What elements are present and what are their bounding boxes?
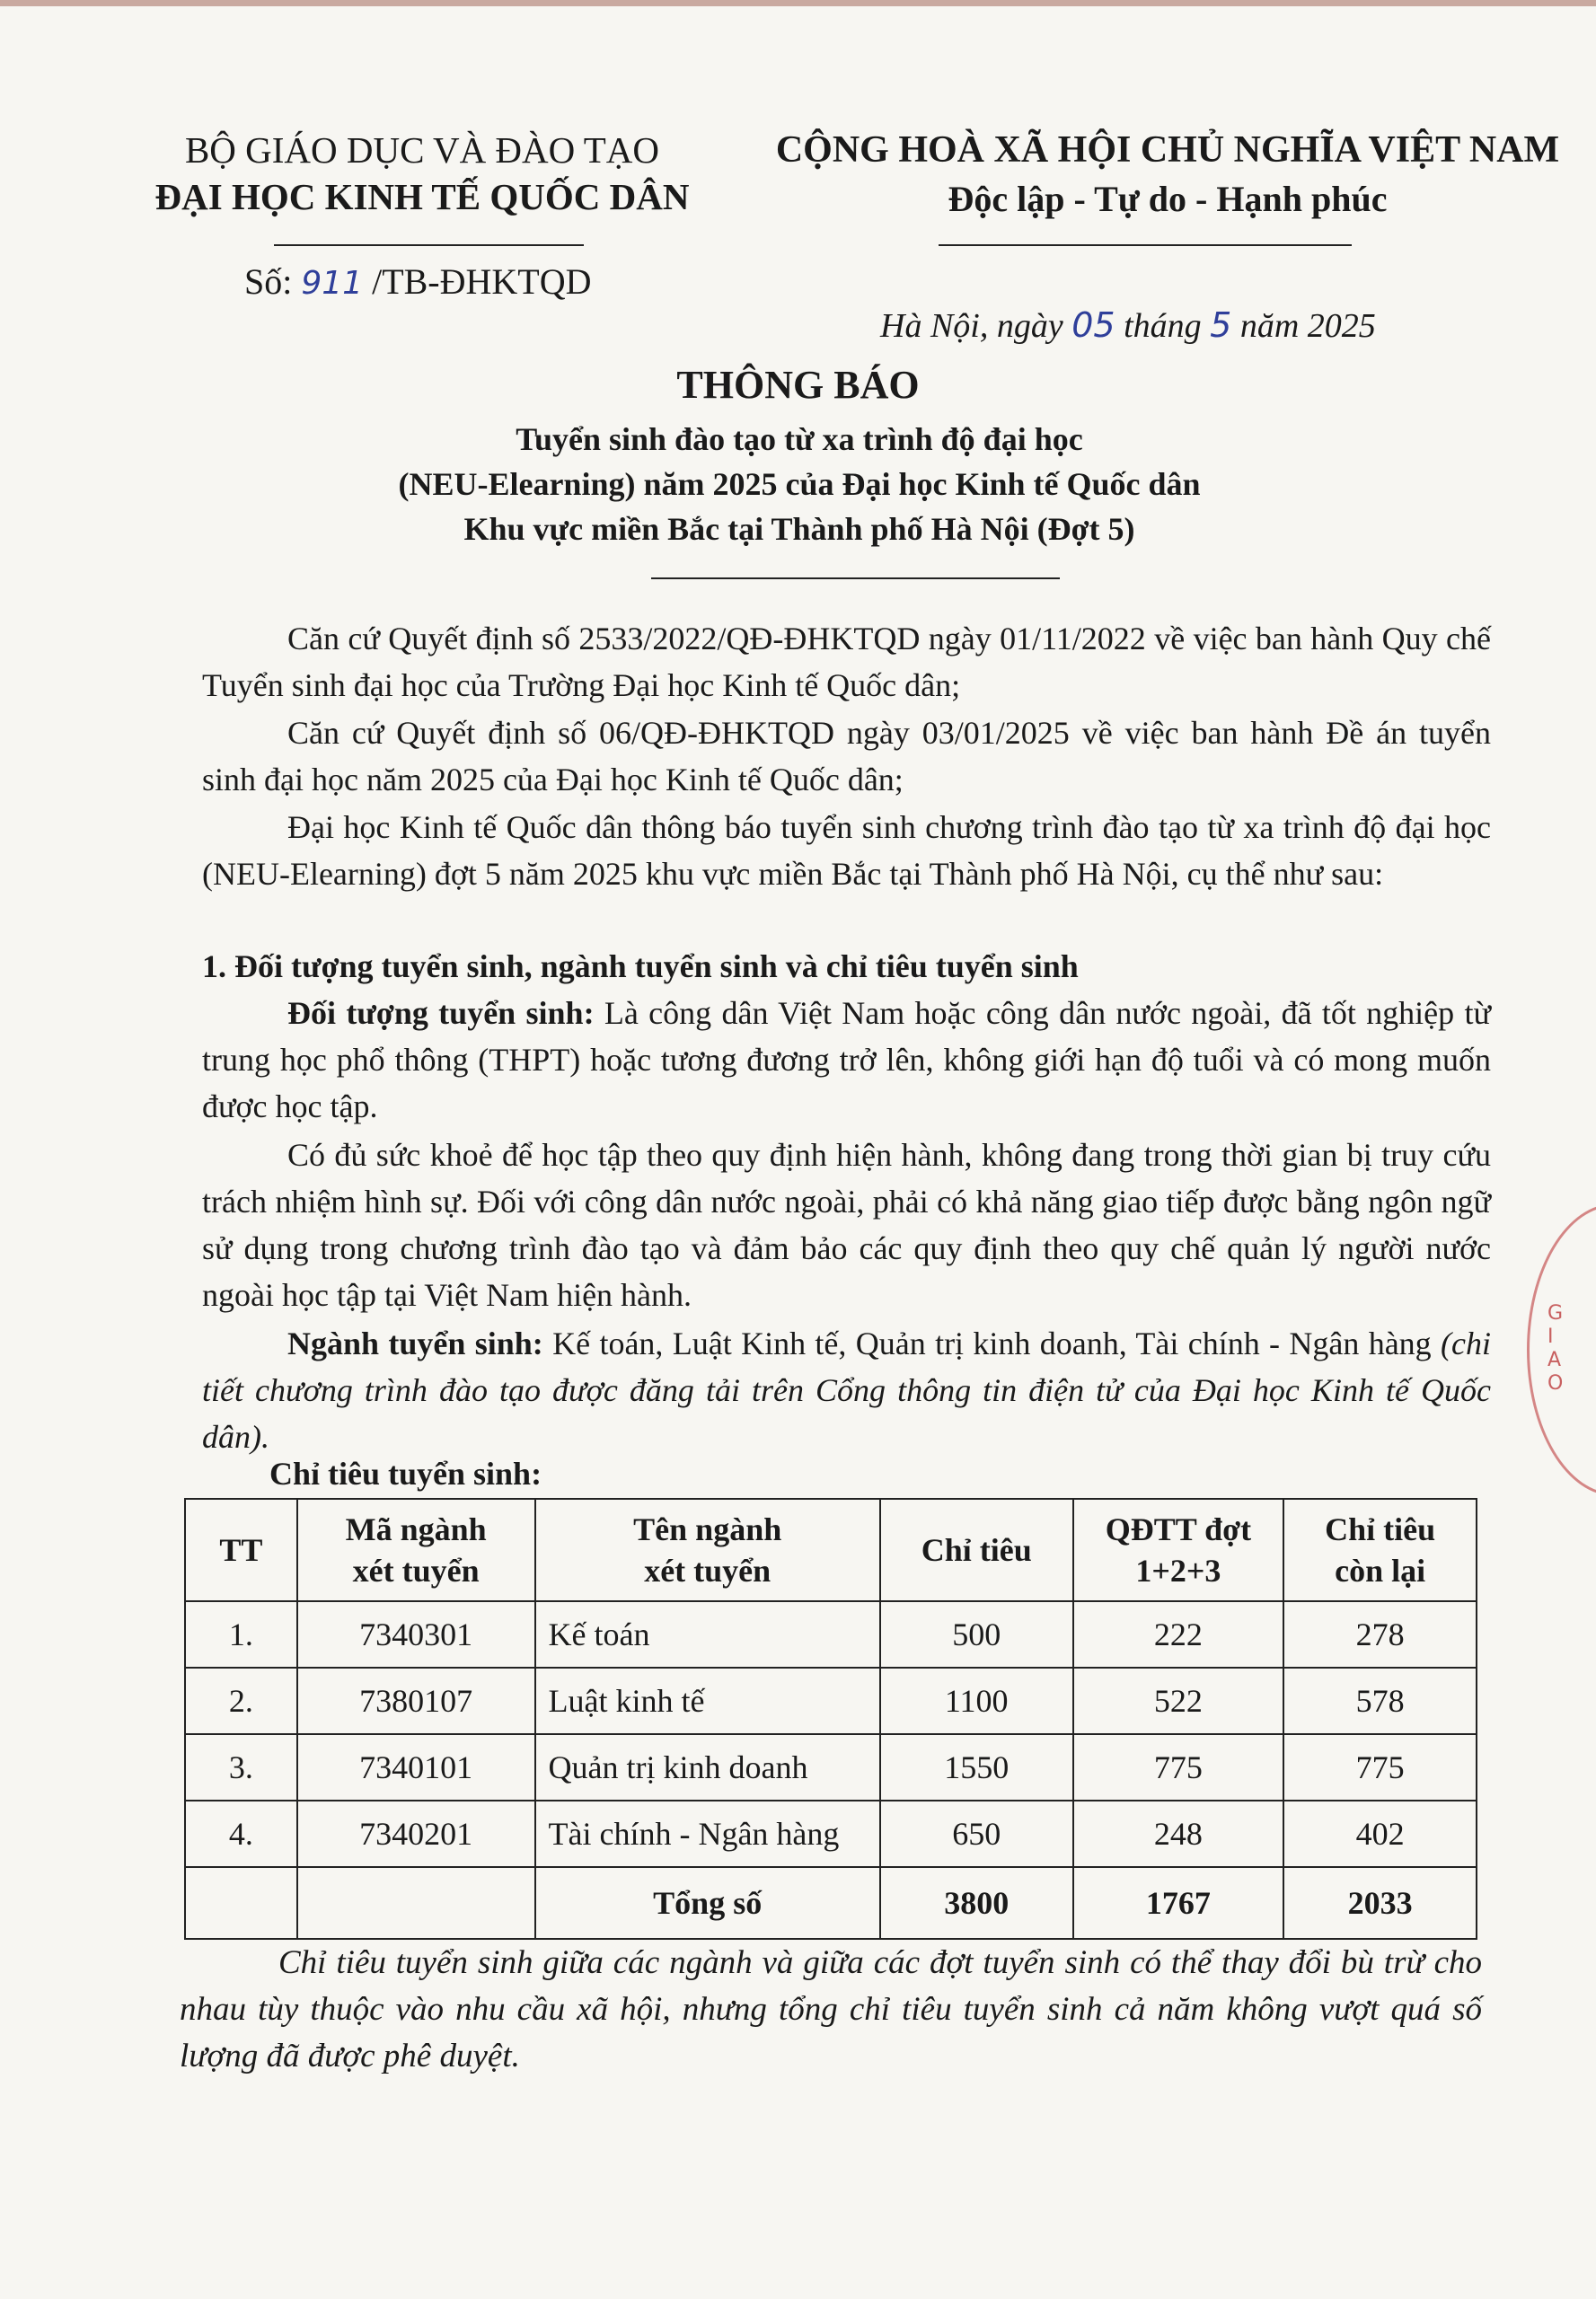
header-tt: TT <box>185 1499 297 1601</box>
doc-number-suffix: /TB-ĐHKTQD <box>372 261 592 302</box>
row-code: 7380107 <box>297 1668 535 1734</box>
header-quota: Chỉ tiêu <box>880 1499 1073 1601</box>
paragraph-majors <box>202 1320 1491 1460</box>
page-top-edge <box>0 0 1596 6</box>
paragraph-target-students <box>202 990 1491 1130</box>
row-remaining: 578 <box>1283 1668 1477 1734</box>
table-total-row <box>185 1867 1477 1939</box>
row-name: Kế toán <box>535 1601 880 1668</box>
date-month: 5 <box>1210 305 1232 345</box>
target-students-text: Là công dân Việt Nam hoặc công dân nước ngoài, đã tốt nghiệp từ trung học phổ thông (THPT) hoặc tương đương trở lên, không giới hạn độ tuổi và có mong muốn được học tập. <box>202 995 1491 1124</box>
total-quota: 3800 <box>880 1867 1073 1939</box>
section-1-heading: 1. Đối tượng tuyển sinh, ngành tuyển sinh và chỉ tiêu tuyển sinh <box>202 948 1079 984</box>
row-remaining: 775 <box>1283 1734 1477 1801</box>
subtitle-line-2: (NEU-Elearning) năm 2025 của Đại học Kinh tế Quốc dân <box>398 466 1201 502</box>
header-major-name: Tên ngành xét tuyển <box>535 1499 880 1601</box>
date-day: 05 <box>1071 305 1115 345</box>
row-index: 4. <box>185 1801 297 1867</box>
quota-table <box>184 1498 1477 1940</box>
paragraph-legal-basis-1: Căn cứ Quyết định số 2533/2022/QĐ-ĐHKTQD ngày 01/11/2022 về việc ban hành Quy chế Tuyển sinh đại học của Trường Đại học Kinh tế Quốc dân; <box>202 621 1491 703</box>
row-code: 7340301 <box>297 1601 535 1668</box>
row-remaining: 402 <box>1283 1801 1477 1867</box>
national-motto: Độc lập - Tự do - Hạnh phúc <box>948 179 1388 219</box>
header-remaining: Chỉ tiêu còn lại <box>1283 1499 1477 1601</box>
row-name: Luật kinh tế <box>535 1668 880 1734</box>
row-quota: 500 <box>880 1601 1073 1668</box>
row-index: 1. <box>185 1601 297 1668</box>
row-code: 7340101 <box>297 1734 535 1801</box>
total-empty-2 <box>297 1867 535 1939</box>
header-major-code: Mã ngành xét tuyển <box>297 1499 535 1601</box>
row-quota: 1100 <box>880 1668 1073 1734</box>
doc-number-handwritten: 911 <box>301 265 364 302</box>
total-admitted: 1767 <box>1073 1867 1284 1939</box>
header-left-rule <box>274 244 584 246</box>
paragraph-health-requirements: Có đủ sức khoẻ để học tập theo quy định hiện hành, không đang trong thời gian bị truy cứu trách nhiệm hình sự. Đối với công dân nước ngoài, phải có khả năng giao tiếp được bằng ngôn ngữ sử dụng trong chương trình đào tạo và đảm bảo các quy định theo quy chế quản lý người nước ngoài học tập tại Việt Nam hiện hành. <box>202 1137 1491 1313</box>
date-year: năm 2025 <box>1239 307 1376 345</box>
subtitle-line-1: Tuyển sinh đào tạo từ xa trình độ đại học <box>516 421 1083 457</box>
paragraph-announcement: Đại học Kinh tế Quốc dân thông báo tuyển sinh chương trình đào tạo từ xa trình độ đại học (NEU-Elearning) đợt 5 năm 2025 khu vực miền Bắc tại Thành phố Hà Nội, cụ thể như sau: <box>202 809 1491 892</box>
row-quota: 1550 <box>880 1734 1073 1801</box>
university-name: ĐẠI HỌC KINH TẾ QUỐC DÂN <box>154 176 690 217</box>
header-right-rule <box>939 244 1352 246</box>
quota-note: Chỉ tiêu tuyển sinh giữa các ngành và giữa các đợt tuyển sinh có thể thay đổi bù trừ cho nhau tùy thuộc vào nhu cầu xã hội, nhưng tổng chỉ tiêu tuyển sinh cả năm không vượt quá số lượng đã được phê duyệt. <box>180 1944 1482 2074</box>
doc-number-prefix: Số: <box>244 261 293 302</box>
row-admitted: 222 <box>1073 1601 1284 1668</box>
date-month-label: tháng <box>1124 307 1202 345</box>
subtitle-line-3: Khu vực miền Bắc tại Thành phố Hà Nội (Đợt 5) <box>463 511 1135 547</box>
header-admitted: QĐTT đợt 1+2+3 <box>1073 1499 1284 1601</box>
row-admitted: 522 <box>1073 1668 1284 1734</box>
majors-text: Kế toán, Luật Kinh tế, Quản trị kinh doanh, Tài chính - Ngân hàng <box>552 1326 1432 1361</box>
table-row <box>185 1668 1477 1734</box>
row-name: Tài chính - Ngân hàng <box>535 1801 880 1867</box>
table-header-row <box>185 1499 1477 1601</box>
row-remaining: 278 <box>1283 1601 1477 1668</box>
ministry-name: BỘ GIÁO DỤC VÀ ĐÀO TẠO <box>184 129 660 171</box>
row-name: Quản trị kinh doanh <box>535 1734 880 1801</box>
nation-name: CỘNG HOÀ XÃ HỘI CHỦ NGHĨA VIỆT NAM <box>775 129 1560 171</box>
stamp-text: G I A O <box>1548 1302 1564 1395</box>
date-place: Hà Nội, ngày <box>880 307 1063 345</box>
majors-label: Ngành tuyển sinh: <box>287 1326 543 1361</box>
quota-heading: Chỉ tiêu tuyển sinh: <box>269 1456 542 1492</box>
row-admitted: 248 <box>1073 1801 1284 1867</box>
paragraph-legal-basis-2: Căn cứ Quyết định số 06/QĐ-ĐHKTQD ngày 03/01/2025 về việc ban hành Đề án tuyển sinh đại học năm 2025 của Đại học Kinh tế Quốc dân; <box>202 715 1491 797</box>
table-row <box>185 1601 1477 1668</box>
total-empty-1 <box>185 1867 297 1939</box>
table-row <box>185 1734 1477 1801</box>
target-students-label: Đối tượng tuyển sinh: <box>287 995 595 1031</box>
majors-note: (chi tiết chương trình đào tạo được đăng tải trên Cổng thông tin điện tử của Đại học Kinh tế Quốc dân). <box>202 1326 1491 1455</box>
total-remaining: 2033 <box>1283 1867 1477 1939</box>
document-number <box>244 260 592 303</box>
table-row <box>185 1801 1477 1867</box>
row-quota: 650 <box>880 1801 1073 1867</box>
document-title: THÔNG BÁO <box>676 363 920 407</box>
document-date <box>880 305 1376 346</box>
row-code: 7340201 <box>297 1801 535 1867</box>
row-admitted: 775 <box>1073 1734 1284 1801</box>
row-index: 2. <box>185 1668 297 1734</box>
total-label: Tổng số <box>535 1867 880 1939</box>
title-rule <box>651 577 1060 579</box>
row-index: 3. <box>185 1734 297 1801</box>
